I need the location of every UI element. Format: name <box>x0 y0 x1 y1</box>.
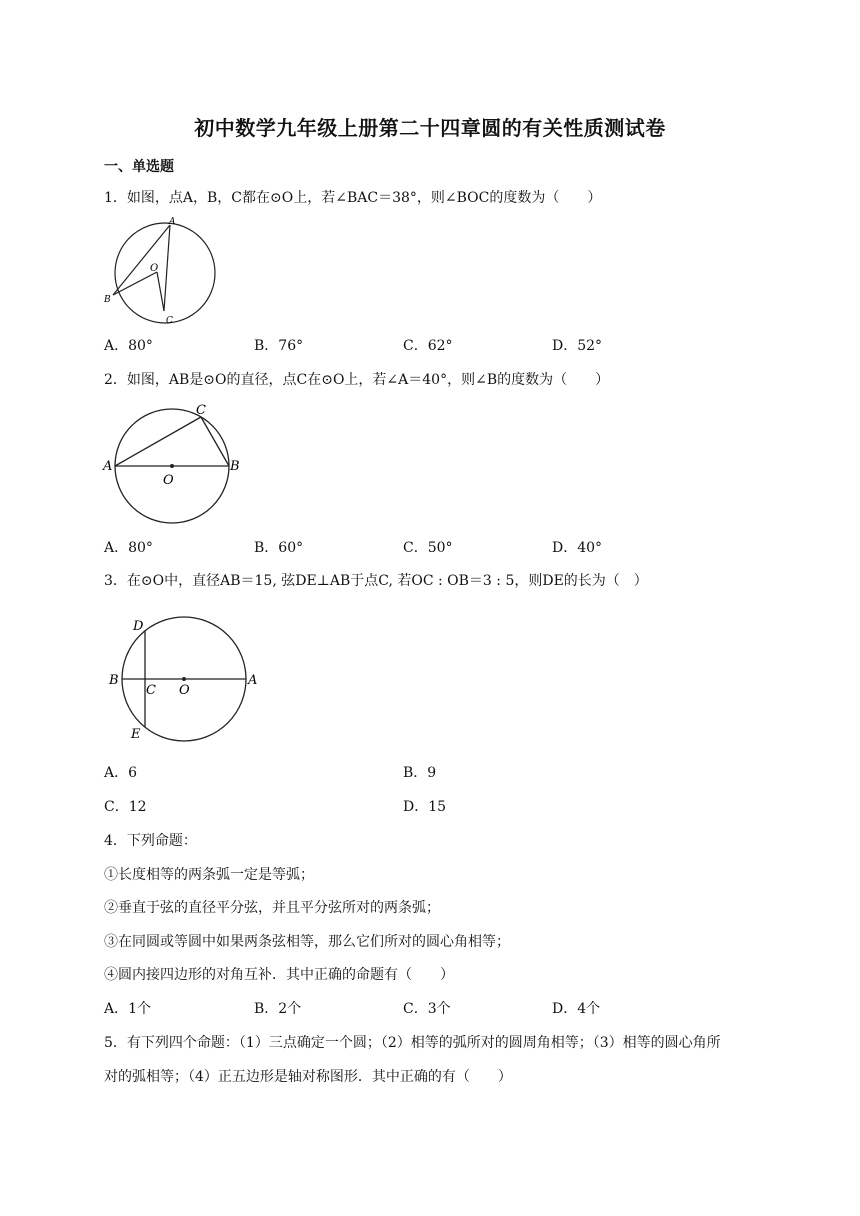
q3-label-e: E <box>131 727 141 742</box>
question-2-stem: 2．如图，AB是⊙O的直径，点C在⊙O上，若∠A＝40°，则∠B的度数为（ ） <box>104 372 610 388</box>
question-5-stem-line-1: 5．有下列四个命题：（1）三点确定一个圆；（2）相等的弧所对的圆周角相等；（3）相等的圆心角所 <box>104 1035 721 1051</box>
q1-label-b: B <box>104 295 111 305</box>
question-2-option-b[interactable]: B．60° <box>254 540 304 556</box>
question-3-option-b[interactable]: B．9 <box>403 765 437 781</box>
q1-label-a: A <box>169 217 176 227</box>
question-5-stem-line-2: 对的弧相等；（4）正五边形是轴对称图形．其中正确的有（ ） <box>104 1069 512 1085</box>
question-4-stem: 4．下列命题： <box>104 833 197 849</box>
q2-label-o: O <box>163 473 174 488</box>
question-4-option-a[interactable]: A．1个 <box>104 1001 152 1017</box>
q1-label-c: C <box>166 316 173 326</box>
question-4-option-d[interactable]: D．4个 <box>552 1001 601 1017</box>
question-1-option-b[interactable]: B．76° <box>254 338 304 354</box>
question-1-option-c[interactable]: C．62° <box>403 338 453 354</box>
q2-label-b: B <box>230 459 240 474</box>
question-3-option-c[interactable]: C．12 <box>104 799 147 815</box>
question-4-statement-4: ④圆内接四边形的对角互补．其中正确的命题有（ ） <box>104 967 454 983</box>
q3-label-c: C <box>146 683 156 698</box>
q3-label-a: A <box>248 673 258 688</box>
q2-label-c: C <box>196 403 206 418</box>
q3-label-d: D <box>133 619 144 634</box>
question-1-figure <box>104 217 234 330</box>
q3-label-b: B <box>109 673 119 688</box>
question-2-option-a[interactable]: A．80° <box>104 540 153 556</box>
question-3-option-d[interactable]: D．15 <box>403 799 447 815</box>
question-4-statement-2: ②垂直于弦的直径平分弦，并且平分弦所对的两条弧； <box>104 900 440 916</box>
q2-label-a: A <box>103 459 113 474</box>
question-3-option-a[interactable]: A．6 <box>104 765 138 781</box>
page-title: 初中数学九年级上册第二十四章圆的有关性质测试卷 <box>194 116 666 140</box>
question-1-option-d[interactable]: D．52° <box>552 338 603 354</box>
question-4-option-b[interactable]: B．2个 <box>254 1001 302 1017</box>
question-1-stem: 1．如图，点A，B，C都在⊙O上，若∠BAC＝38°，则∠BOC的度数为（ ） <box>104 190 602 206</box>
question-3-stem: 3．在⊙O中，直径AB＝15, 弦DE⊥AB于点C, 若OC : OB＝3 : 5，则DE的长为（ ） <box>104 573 648 589</box>
q3-label-o: O <box>179 683 190 698</box>
question-1-option-a[interactable]: A．80° <box>104 338 153 354</box>
q1-label-o: O <box>150 263 159 274</box>
section-heading: 一、单选题 <box>104 159 174 175</box>
question-4-statement-3: ③在同圆或等圆中如果两条弦相等，那么它们所对的圆心角相等； <box>104 934 510 950</box>
question-2-option-c[interactable]: C．50° <box>403 540 453 556</box>
question-2-figure <box>100 400 250 530</box>
question-3-figure <box>104 612 264 747</box>
question-4-option-c[interactable]: C．3个 <box>403 1001 451 1017</box>
question-4-statement-1: ①长度相等的两条弧一定是等弧； <box>104 867 314 883</box>
question-2-option-d[interactable]: D．40° <box>552 540 603 556</box>
